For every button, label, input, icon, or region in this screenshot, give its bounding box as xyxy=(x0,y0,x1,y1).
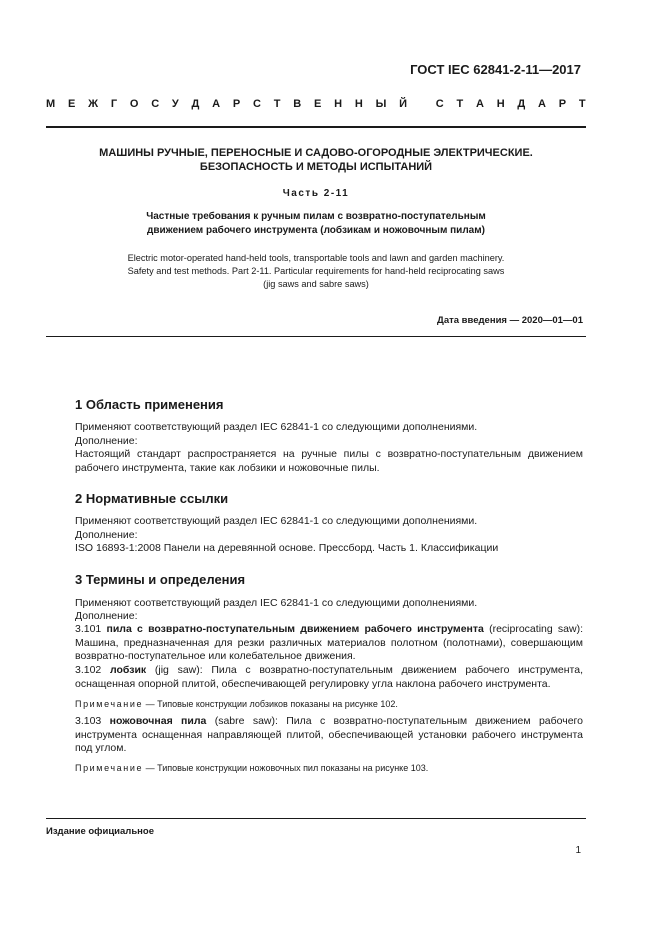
subtitle-line-1: Частные требования к ручным пилам с возвратно-поступательным xyxy=(146,211,486,222)
note-1 xyxy=(75,698,583,710)
term-3-101 xyxy=(75,623,583,664)
note-2-text: — Типовые конструкции ножовочных пил показаны на рисунке 103. xyxy=(143,763,429,773)
section-1-line-1: Применяют соответствующий раздел IEC 62841-1 со следующими дополнениями. xyxy=(75,421,478,433)
note-2 xyxy=(75,762,583,774)
part-label: Часть 2-11 xyxy=(282,188,350,199)
standard-type-letter: Т xyxy=(456,98,464,110)
term-3-103-number: 3.103 xyxy=(75,715,110,727)
section-2-heading: 2 Нормативные ссылки xyxy=(75,491,229,506)
standard-type-letter: Е xyxy=(67,98,76,110)
date-rule xyxy=(46,336,586,337)
term-3-102-number: 3.102 xyxy=(75,664,110,676)
section-3-heading: 3 Термины и определения xyxy=(75,572,246,587)
standard-type-letter: Т xyxy=(578,98,586,110)
standard-type-letter: Д xyxy=(191,98,200,110)
document-subtitle xyxy=(46,210,586,238)
section-3-line-2: Дополнение: xyxy=(75,610,138,622)
standard-type-heading xyxy=(46,98,586,110)
term-3-102 xyxy=(75,664,583,691)
standard-type-letter: Н xyxy=(496,98,505,110)
standard-type-letter: Й xyxy=(399,98,408,110)
english-title xyxy=(46,252,586,291)
term-3-102-name: лобзик xyxy=(109,664,147,676)
standard-type-letter: Р xyxy=(558,98,567,110)
standard-type-letter: С xyxy=(253,98,261,110)
standard-type-letter: А xyxy=(212,98,221,110)
term-3-103 xyxy=(75,715,583,756)
document-code: ГОСТ IEC 62841-2-11—2017 xyxy=(410,62,581,77)
standard-type-letter xyxy=(420,98,423,110)
section-2-line-2: Дополнение: xyxy=(75,529,138,541)
english-title-line-1: Electric motor-operated hand-held tools, transportable tools and lawn and garden machinery. xyxy=(127,253,505,263)
edition-label: Издание официальное xyxy=(46,826,154,837)
standard-type-letter: Ж xyxy=(88,98,99,110)
standard-type-letter: А xyxy=(475,98,484,110)
term-3-101-number: 3.101 xyxy=(75,623,107,635)
section-1-paragraph: Настоящий стандарт распространяется на ручные пилы с возвратно-поступательным движением рабочего инструмента, такие как лобзики и ножовочные пилы. xyxy=(75,448,583,474)
footer-rule xyxy=(46,818,586,819)
standard-type-letter: У xyxy=(171,98,179,110)
header-rule xyxy=(46,126,586,128)
section-1-heading: 1 Область применения xyxy=(75,397,224,412)
standard-type-letter: Ы xyxy=(375,98,387,110)
note-2-label: Примечание xyxy=(75,763,144,773)
standard-type-letter: Е xyxy=(314,98,322,110)
subtitle-line-2: движением рабочего инструмента (лобзикам и ножовочным пилам) xyxy=(147,225,485,236)
standard-type-letter: О xyxy=(129,98,139,110)
term-3-103-name: ножовочная пила xyxy=(109,715,207,727)
page-number: 1 xyxy=(575,845,581,856)
title-line-1: МАШИНЫ РУЧНЫЕ, ПЕРЕНОСНЫЕ И САДОВО-ОГОРОДНЫЕ ЭЛЕКТРИЧЕСКИЕ. xyxy=(99,147,533,159)
document-title xyxy=(46,146,586,174)
section-1-line-2: Дополнение: xyxy=(75,435,138,447)
effective-date: Дата введения — 2020—01—01 xyxy=(437,315,583,326)
standard-type-letter: А xyxy=(538,98,546,110)
term-3-102-definition: (jig saw): Пила с возвратно-поступательным движением рабочего инструмента, оснащенная опорной плитой, обеспечивающей регулировку угла наклона рабочего инструмента. xyxy=(75,664,583,690)
note-1-label: Примечание xyxy=(75,699,144,709)
term-3-101-name: пила с возвратно-поступательным движением рабочего инструмента xyxy=(106,623,484,635)
standard-type-letter: Р xyxy=(232,98,241,110)
note-1-text: — Типовые конструкции лобзиков показаны на рисунке 102. xyxy=(143,699,398,709)
standard-type-letter: С xyxy=(151,98,160,110)
standard-type-letter: В xyxy=(293,98,302,110)
section-2-line-3: ISO 16893-1:2008 Панели на деревянной основе. Прессборд. Часть 1. Классификации xyxy=(75,542,499,554)
term-3-103-definition: (sabre saw): Пила с возвратно-поступательным движением рабочего инструмента оснащенная направляющей плитой, обеспечивающей установки рабочего инструмента под углом. xyxy=(75,715,584,754)
standard-type-letter: С xyxy=(435,98,444,110)
section-2-line-1: Применяют соответствующий раздел IEC 62841-1 со следующими дополнениями. xyxy=(75,515,478,527)
section-3-line-1: Применяют соответствующий раздел IEC 62841-1 со следующими дополнениями. xyxy=(75,597,478,609)
standard-type-letter: Т xyxy=(273,98,281,110)
standard-type-letter: Г xyxy=(110,98,118,110)
standard-type-letter: Н xyxy=(334,98,343,110)
title-line-2: БЕЗОПАСНОСТЬ И МЕТОДЫ ИСПЫТАНИЙ xyxy=(199,161,433,173)
term-3-101-definition: (reciprocating saw): Машина, предназначенная для резки различных материалов полотном (полотнами), совершающим возвратно-поступательное или колебательное движения. xyxy=(75,623,584,662)
standard-type-letter: Д xyxy=(517,98,526,110)
english-title-line-2: Safety and test methods. Part 2-11. Particular requirements for hand-held reciprocating saws xyxy=(127,266,505,276)
standard-type-letter: Н xyxy=(354,98,363,110)
standard-type-letter: М xyxy=(46,98,56,110)
english-title-line-3: (jig saws and sabre saws) xyxy=(263,279,369,289)
